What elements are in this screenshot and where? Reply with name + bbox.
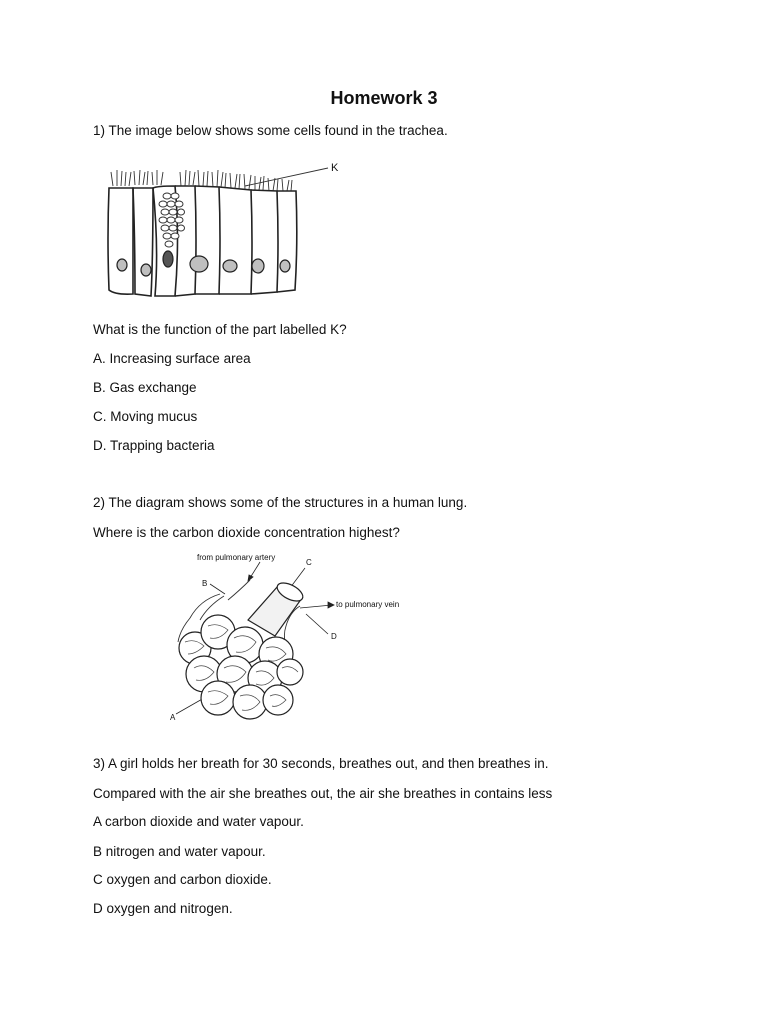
q3-prompt: 3) A girl holds her breath for 30 seconds, breathes out, and then breathes in. xyxy=(93,756,549,771)
label-d: D xyxy=(331,632,337,641)
q3-option-b: B nitrogen and water vapour. xyxy=(93,844,266,859)
q2-prompt: 2) The diagram shows some of the structures in a human lung. xyxy=(93,495,468,510)
q1-question: What is the function of the part labelled K? xyxy=(93,322,347,337)
q1-option-b: B. Gas exchange xyxy=(93,380,197,395)
q1-option-c: C. Moving mucus xyxy=(93,409,198,424)
q3-question: Compared with the air she breathes out, the air she breathes in contains less xyxy=(93,786,553,801)
q2-question: Where is the carbon dioxide concentration highest? xyxy=(93,525,400,540)
q1-option-d: D. Trapping bacteria xyxy=(93,438,215,453)
page-title: Homework 3 xyxy=(330,88,438,108)
q3-option-c: C oxygen and carbon dioxide. xyxy=(93,872,272,887)
label-a: A xyxy=(170,713,176,722)
q1-option-a: A. Increasing surface area xyxy=(93,351,251,366)
label-k: K xyxy=(331,162,339,174)
label-b: B xyxy=(202,579,208,588)
trachea-cells-figure xyxy=(95,158,355,310)
lung-alveoli-figure xyxy=(100,550,430,730)
q3-option-a: A carbon dioxide and water vapour. xyxy=(93,814,304,829)
label-to-vein: to pulmonary vein xyxy=(336,600,400,609)
label-c: C xyxy=(306,558,312,567)
q3-option-d: D oxygen and nitrogen. xyxy=(93,901,233,916)
q1-prompt: 1) The image below shows some cells found in the trachea. xyxy=(93,123,448,138)
label-from-artery: from pulmonary artery xyxy=(197,553,276,562)
